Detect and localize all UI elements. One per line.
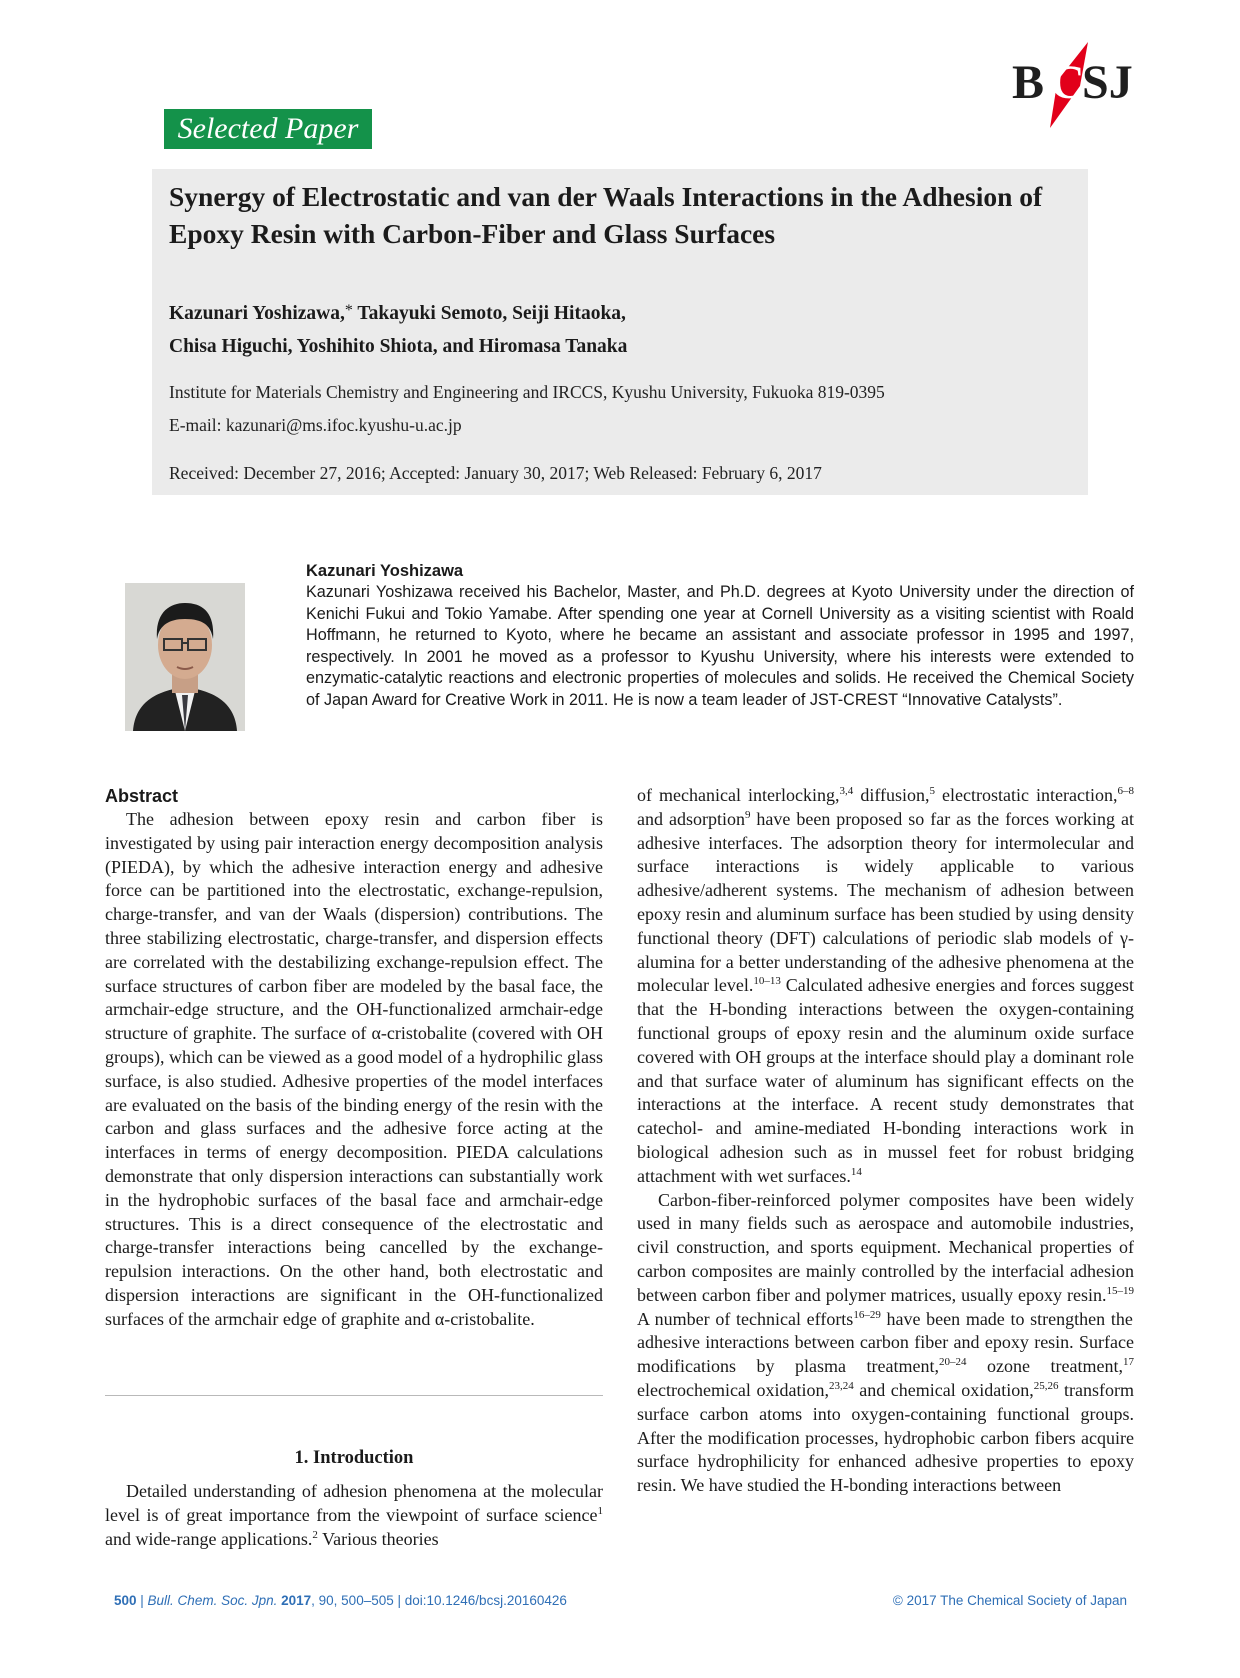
ref: 20–24 [939,1356,967,1369]
ref: 23,24 [828,1379,854,1392]
bio-name: Kazunari Yoshizawa [306,562,464,580]
ref: 14 [850,1165,862,1178]
authors-line2: Chisa Higuchi, Yoshihito Shiota, and Hiromasa Tanaka [169,336,628,357]
abstract-heading: Abstract [105,786,179,806]
bcsj-logo [1010,40,1150,130]
dates-line: Received: December 27, 2016; Accepted: January 30, 2017; Web Released: February 6, 2017 [169,463,822,483]
right-column [637,784,1134,1498]
text-run: Calculated adhesive energies and forces suggest that the H-bonding interactions between the oxygen-containing functional groups of epoxy resin and the aluminum oxide surface covered with OH groups at the interface should play a dominant role and that surface water of aluminum has significant effects on the interactions at the interface. A recent study demonstrates that catechol- and amine-mediated H-bonding interactions work in biological adhesion such as in mussel feet for robust bridging attachment with wet surfaces. [637,975,1134,1186]
ref: 3,4 [839,785,854,797]
logo-letter-c: C [1050,56,1085,109]
text-run: have been proposed so far as the forces working at adhesive interfaces. The adsorption theory for intermolecular and surface interactions is widely applicable to various adhesive/adherent systems. The mechanism of adhesion between epoxy resin and aluminum surface has been studied by using density functional theory (DFT) calculations of periodic slab models of γ-alumina for a better understanding of the adhesive phenomena at the molecular level. [637,808,1134,996]
ref: 15–19 [1106,1284,1134,1297]
logo-letters-sj: SJ [1082,56,1133,109]
footer-page-number: 500 [114,1593,137,1608]
logo-letter-b: B [1012,56,1045,109]
ref: 25,26 [1033,1379,1059,1392]
ref: 6–8 [1117,785,1134,797]
intro-text-a: Detailed understanding of adhesion phenomena at the molecular level is of great importance from the viewpoint of surface science [105,1481,603,1525]
abstract-divider [105,1395,603,1396]
footer-copyright: © 2017 The Chemical Society of Japan [892,1593,1127,1608]
abstract-section [105,784,603,1332]
bio-text: Kazunari Yoshizawa received his Bachelor, Master, and Ph.D. degrees at Kyoto University under the direction of Kenichi Fukui and Tokio Yamabe. After spending one year at Cornell University as a visiting scientist with Roald Hoffmann, he returned to Kyoto, where he became an assistant and associate professor in 1995 and 1997, respectively. In 2001 he moved as a professor to Kyushu University, where his interests were extended to enzymatic-catalytic reactions and electronic properties of molecules and solids. He received the Chemical Society of Japan Award for Creative Work in 2011. He is now a team leader of JST-CREST “Innovative Catalysts”. [306,583,1134,709]
footer-journal: Bull. Chem. Soc. Jpn. [147,1593,278,1608]
text-run: A number of technical efforts [637,1308,854,1329]
ref: 10–13 [753,975,781,988]
ref: 17 [1123,1356,1134,1369]
paper-title: Synergy of Electrostatic and van der Waals Interactions in the Adhesion of Epoxy Resin with Carbon-Fiber and Glass Surfaces [169,181,1043,249]
authors-line1: Kazunari Yoshizawa, [169,303,345,324]
corresponding-asterisk: * [344,302,353,319]
footer-citation [114,1593,567,1608]
text-run: and adsorption [637,808,745,829]
text-run: transform surface carbon atoms into oxygen-containing functional groups. After the modification processes, hydrophobic carbon fibers acquire surface hydrophilicity for enhanced adhesive properties to epoxy resin. We have studied the H-bonding interactions between [637,1379,1134,1496]
text-run: ozone treatment, [966,1356,1123,1377]
intro-text-b: and wide-range applications. [105,1528,313,1549]
affiliation: Institute for Materials Chemistry and Engineering and IRCCS, Kyushu University, Fukuoka 819-0395 [169,382,885,402]
email[interactable]: E-mail: kazunari@ms.ifoc.kyushu-u.ac.jp [169,415,462,435]
text-run: diffusion, [853,785,930,805]
footer-year: 2017 [277,1593,312,1608]
ref-1: 1 [597,1504,603,1517]
footer-doi[interactable]: , 90, 500–505 | doi:10.1246/bcsj.20160426 [311,1593,567,1608]
intro-text-c: Various theories [317,1528,439,1549]
intro-paragraph [105,1480,603,1551]
text-run: of mechanical interlocking, [637,785,840,805]
col2-paragraph-1 [637,784,1134,1189]
abstract-text: The adhesion between epoxy resin and carbon fiber is investigated by using pair interaction energy decomposition analysis (PIEDA), by which the adhesive interaction energy and adhesive force can be partitioned into the electrostatic, exchange-repulsion, charge-transfer, and van der Waals (dispersion) contributions. The three stabilizing electrostatic, charge-transfer, and dispersion effects are correlated with the destabilizing exchange-repulsion effect. The surface structures of carbon fiber are modeled by the basal face, the armchair-edge structure, and the OH-functionalized armchair-edge structure of graphite. The surface of α-cristobalite (covered with OH groups), which can be viewed as a good model of a hydrophilic glass surface, is also studied. Adhesive properties of the model interfaces are evaluated on the basis of the binding energy of the resin with the carbon and glass surfaces and the adhesive force acting at the interfaces in terms of energy decomposition. PIEDA calculations demonstrate that only dispersion interactions can substantially work in the hydrophobic surfaces of the basal face and armchair-edge structures. This is a direct consequence of the electrostatic and charge-transfer interactions being cancelled by the exchange-repulsion interactions. On the other hand, both electrostatic and dispersion interactions are significant in the OH-functionalized surfaces of the armchair edge of graphite and α-cristobalite. [105,809,603,1329]
ref: 16–29 [853,1308,881,1321]
text-run: Carbon-fiber-reinforced polymer composites have been widely used in many fields such as aerospace and automobile industries, civil construction, and sports equipment. Mechanical properties of carbon composites are mainly controlled by the interfacial adhesion between carbon fiber and polymer matrices, usually epoxy resin. [637,1189,1134,1305]
author-list [169,294,1069,363]
ref: 5 [929,785,935,797]
text-run: have been made to strengthen the adhesive interactions between carbon fiber and epoxy resin. Surface modifications by plasma treatment, [637,1308,1134,1377]
author-photo [125,583,245,731]
intro-heading: 1. Introduction [294,1448,414,1468]
text-run: electrochemical oxidation, [637,1379,829,1400]
col2-paragraph-2 [637,1189,1134,1498]
ref-2: 2 [312,1528,318,1541]
text-run: and chemical oxidation, [853,1379,1034,1400]
footer-sep: | [136,1593,148,1608]
ref: 9 [744,808,751,821]
selected-paper-badge: Selected Paper [164,109,372,149]
authors-line1b: Takayuki Semoto, Seiji Hitaoka, [352,303,626,324]
text-run: electrostatic interaction, [934,785,1118,805]
